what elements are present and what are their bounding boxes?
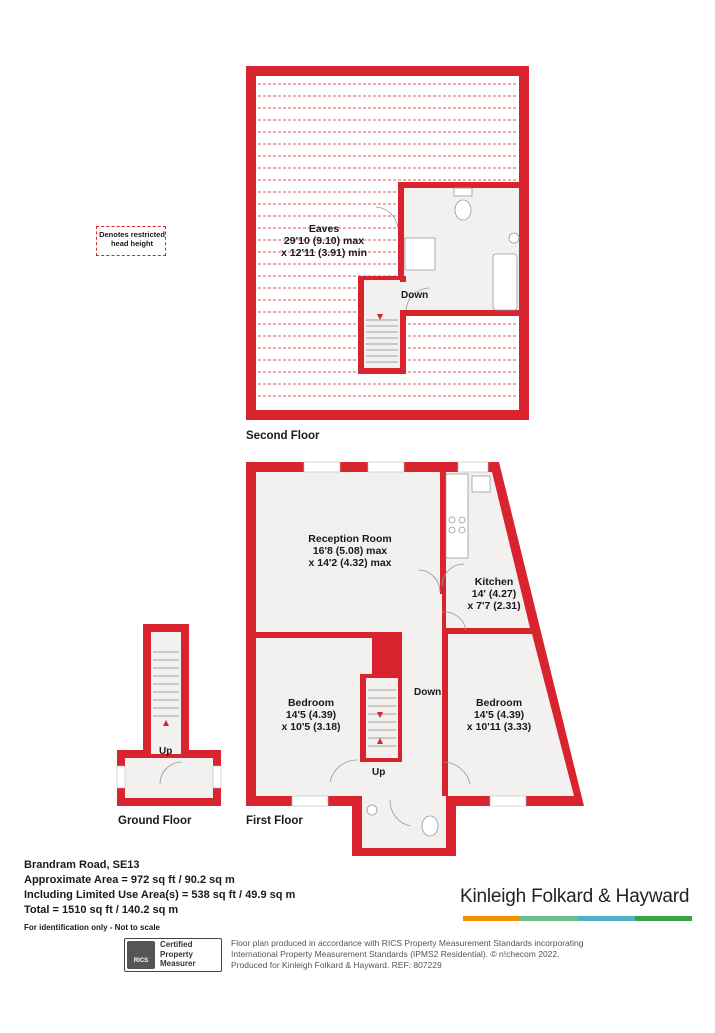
color-bar-segment: [520, 916, 577, 921]
room-label-eaves: [270, 223, 378, 259]
room-dimension: x 10'11 (3.33): [466, 721, 532, 733]
disclaimer-line: International Property Measurement Standards (IPMS2 Residential). © n!checom 2022.: [231, 949, 560, 959]
bathtub-icon: [493, 254, 517, 310]
stair-label-up: Up: [372, 767, 386, 778]
stair-label-up: Up: [159, 746, 173, 757]
room-name: Reception Room: [308, 533, 392, 545]
room-dimension: 29'10 (9.10) max: [283, 235, 365, 247]
sink-icon: [472, 476, 490, 492]
agent-logo-color-bar: [463, 916, 692, 921]
room-dimension: 14'5 (4.39): [473, 709, 525, 721]
floor-label-first: First Floor: [246, 815, 303, 827]
rics-line: Property: [160, 949, 193, 959]
room-label-bedroom-2: [458, 697, 540, 733]
disclaimer-line: Floor plan produced in accordance with RICS Property Measurement Standards incorporating: [231, 938, 584, 948]
room-name: Bedroom: [287, 697, 335, 709]
area-summary: [24, 858, 295, 935]
room-dimension: x 10'5 (3.18): [281, 721, 341, 733]
room-dimension: x 7'7 (2.31): [467, 600, 521, 612]
limited-use-area: Including Limited Use Area(s) = 538 sq ft / 49.9 sq m: [24, 889, 296, 901]
basin-icon: [509, 233, 519, 243]
ground-floor-plan: [117, 624, 221, 806]
scale-note: For identification only - Not to scale: [24, 923, 161, 932]
room-dimension: 14'5 (4.39): [285, 709, 337, 721]
room-name: Eaves: [308, 223, 340, 235]
room-name: Bedroom: [475, 697, 523, 709]
shower-icon: [405, 238, 435, 270]
rics-logo-text: RICS: [133, 958, 149, 964]
hall-lower-floor: [330, 760, 442, 796]
wc-icon: [422, 816, 438, 836]
second-stair-floor: [364, 280, 400, 368]
rics-logo-icon: [127, 941, 155, 969]
room-dimension: x 14'2 (4.32) max: [308, 557, 392, 569]
measurement-disclaimer: [231, 938, 591, 971]
ground-stair-floor: [151, 632, 181, 754]
stair-label-down: Down: [414, 687, 442, 698]
room-name: Kitchen: [474, 576, 514, 588]
rics-line: Certified: [160, 940, 193, 949]
floor-label-second: Second Floor: [246, 430, 320, 442]
room-label-kitchen: [460, 576, 528, 612]
color-bar-segment: [635, 916, 692, 921]
basin-icon: [367, 805, 377, 815]
rics-line: Measurer: [160, 959, 196, 968]
approximate-area: Approximate Area = 972 sq ft / 90.2 sq m: [24, 874, 235, 886]
color-bar-segment: [463, 916, 520, 921]
color-bar-segment: [578, 916, 635, 921]
disclaimer-line: Produced for Kinleigh Folkard & Hayward. REF: 807229: [231, 960, 442, 970]
kitchen-worktop: [446, 474, 468, 558]
room-dimension: x 12'11 (3.91) min: [281, 247, 367, 259]
ground-entrance-floor: [125, 758, 213, 798]
agent-logo-text: Kinleigh Folkard & Hayward: [460, 886, 690, 907]
restricted-height-legend-text: Denotes restricted head height: [99, 230, 165, 248]
room-dimension: 16'8 (5.08) max: [312, 545, 388, 557]
total-area: Total = 1510 sq ft / 140.2 sq m: [24, 904, 179, 916]
stair-label-down: Down: [401, 290, 429, 301]
room-label-bedroom-1: [270, 697, 352, 733]
rics-certification-label: [160, 940, 196, 969]
room-label-reception: [292, 533, 408, 569]
room-dimension: 14' (4.27): [471, 588, 517, 600]
property-address: Brandram Road, SE13: [24, 859, 140, 871]
first-floor-plan: [246, 462, 584, 856]
toilet-bowl-icon: [455, 200, 471, 220]
toilet-icon: [454, 188, 472, 196]
floor-label-ground: Ground Floor: [118, 815, 192, 827]
